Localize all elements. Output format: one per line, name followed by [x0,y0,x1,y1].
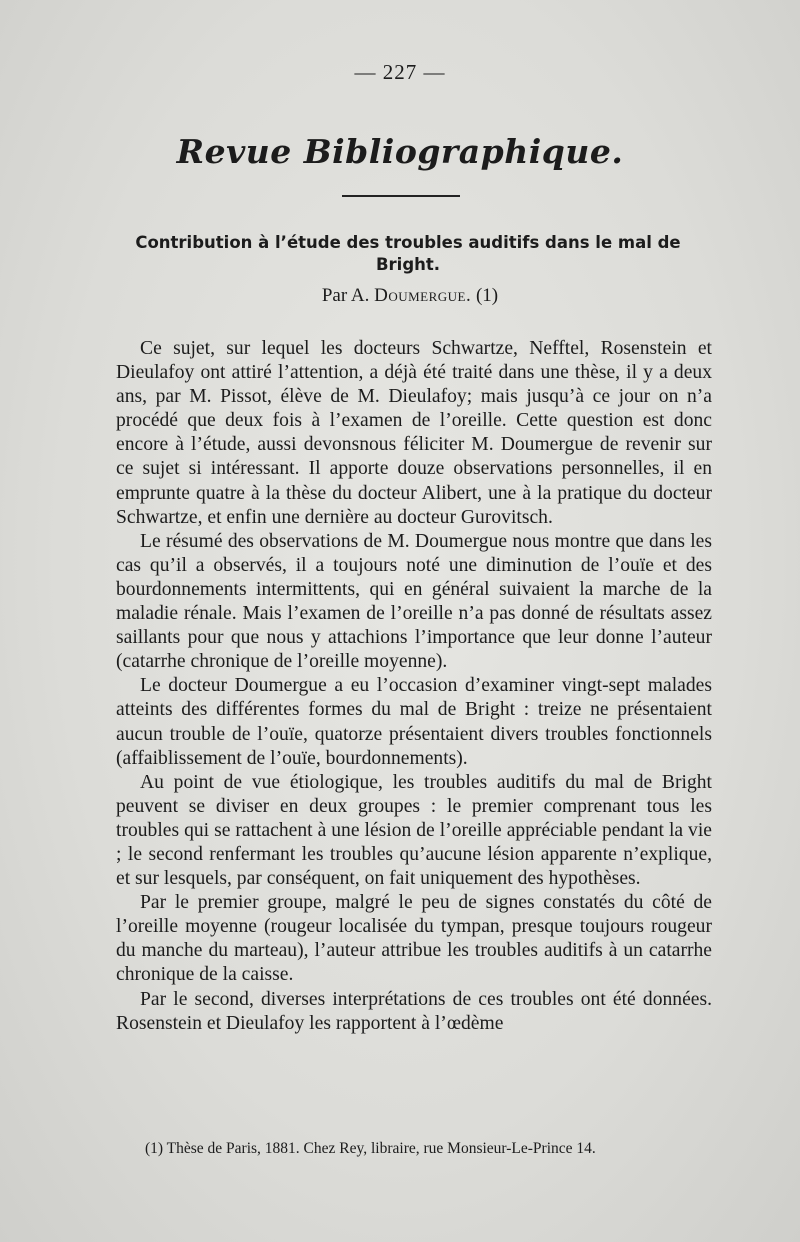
paragraph: Par le second, diverses interprétations de ces troubles ont été données. Rosenstein et Dieulafoy les rapportent à l’œdème [116,988,712,1034]
paragraph: Le docteur Doumergue a eu l’occasion d’examiner vingt-sept malades atteints des différentes formes du mal de Bright : treize ne présentaient aucun trouble de l’ouïe, quatorze présentaient divers troubles fonctionnels (affaiblissement de l’ouïe, bourdonnements). [116,675,712,769]
paragraph: Ce sujet, sur lequel les docteurs Schwartze, Nefftel, Rosenstein et Dieulafoy ont attiré l’attention, a déjà été traité dans une thèse, il y a deux ans, par M. Pissot, élève de M. Dieulafoy; mais jusqu’à ce jour on n’a procédé que deux fois à l’examen de l’oreille. Cette question est donc encore à l’étude, aussi devonsnous féliciter M. Doumergue de revenir sur ce sujet si intéressant. Il apporte douze observations personnelles, il en emprunte quatre à la thèse du docteur Alibert, une à la pratique du docteur Schwartze, et enfin une dernière au docteur Gurovitsch. [116,338,712,528]
byline-prefix: Par A. [321,285,370,306]
paragraph: Par le premier groupe, malgré le peu de signes constatés du côté de l’oreille moyenne (rougeur localisée du tympan, presque toujours rougeur du manche du marteau), l’auteur attribue les troubles auditifs à un catarrhe chronique de la caisse. [116,892,712,986]
footnote: (1) Thèse de Paris, 1881. Chez Rey, libraire, rue Monsieur-Le-Prince 14. [145,1140,596,1157]
paragraph: Au point de vue étiologique, les troubles auditifs du mal de Bright peuvent se diviser en deux groupes : le premier comprenant tous les troubles qui se rattachent à une lésion de l’oreille appréciable pendant la vie ; le second renfermant les troubles qu’aucune lésion apparente n’explique, et sur lesquels, par conséquent, on fait uniquement des hypothèses. [116,771,712,890]
article-title: Contribution à l’étude des troubles auditifs dans le mal de Bright. [135,233,681,274]
byline-author: Doumergue. [374,285,472,306]
section-title: Revue Bibliographique. [176,132,624,171]
title-divider [342,195,460,197]
page-number: — 227 — [354,60,446,84]
article-byline [0,285,800,307]
byline-footnote-ref: (1) [475,285,499,306]
article-body [116,337,712,1036]
paragraph: Le résumé des observations de M. Doumergue nous montre que dans les cas qu’il a observés, il a toujours noté une diminution de l’ouïe et des bourdonnements intermittents, qui en général suivaient la marche de la maladie rénale. Mais l’examen de l’oreille n’a pas donné de résultats assez saillants pour que nous y attachions l’importance que leur donne l’auteur (catarrhe chronique de l’oreille moyenne). [116,530,712,673]
